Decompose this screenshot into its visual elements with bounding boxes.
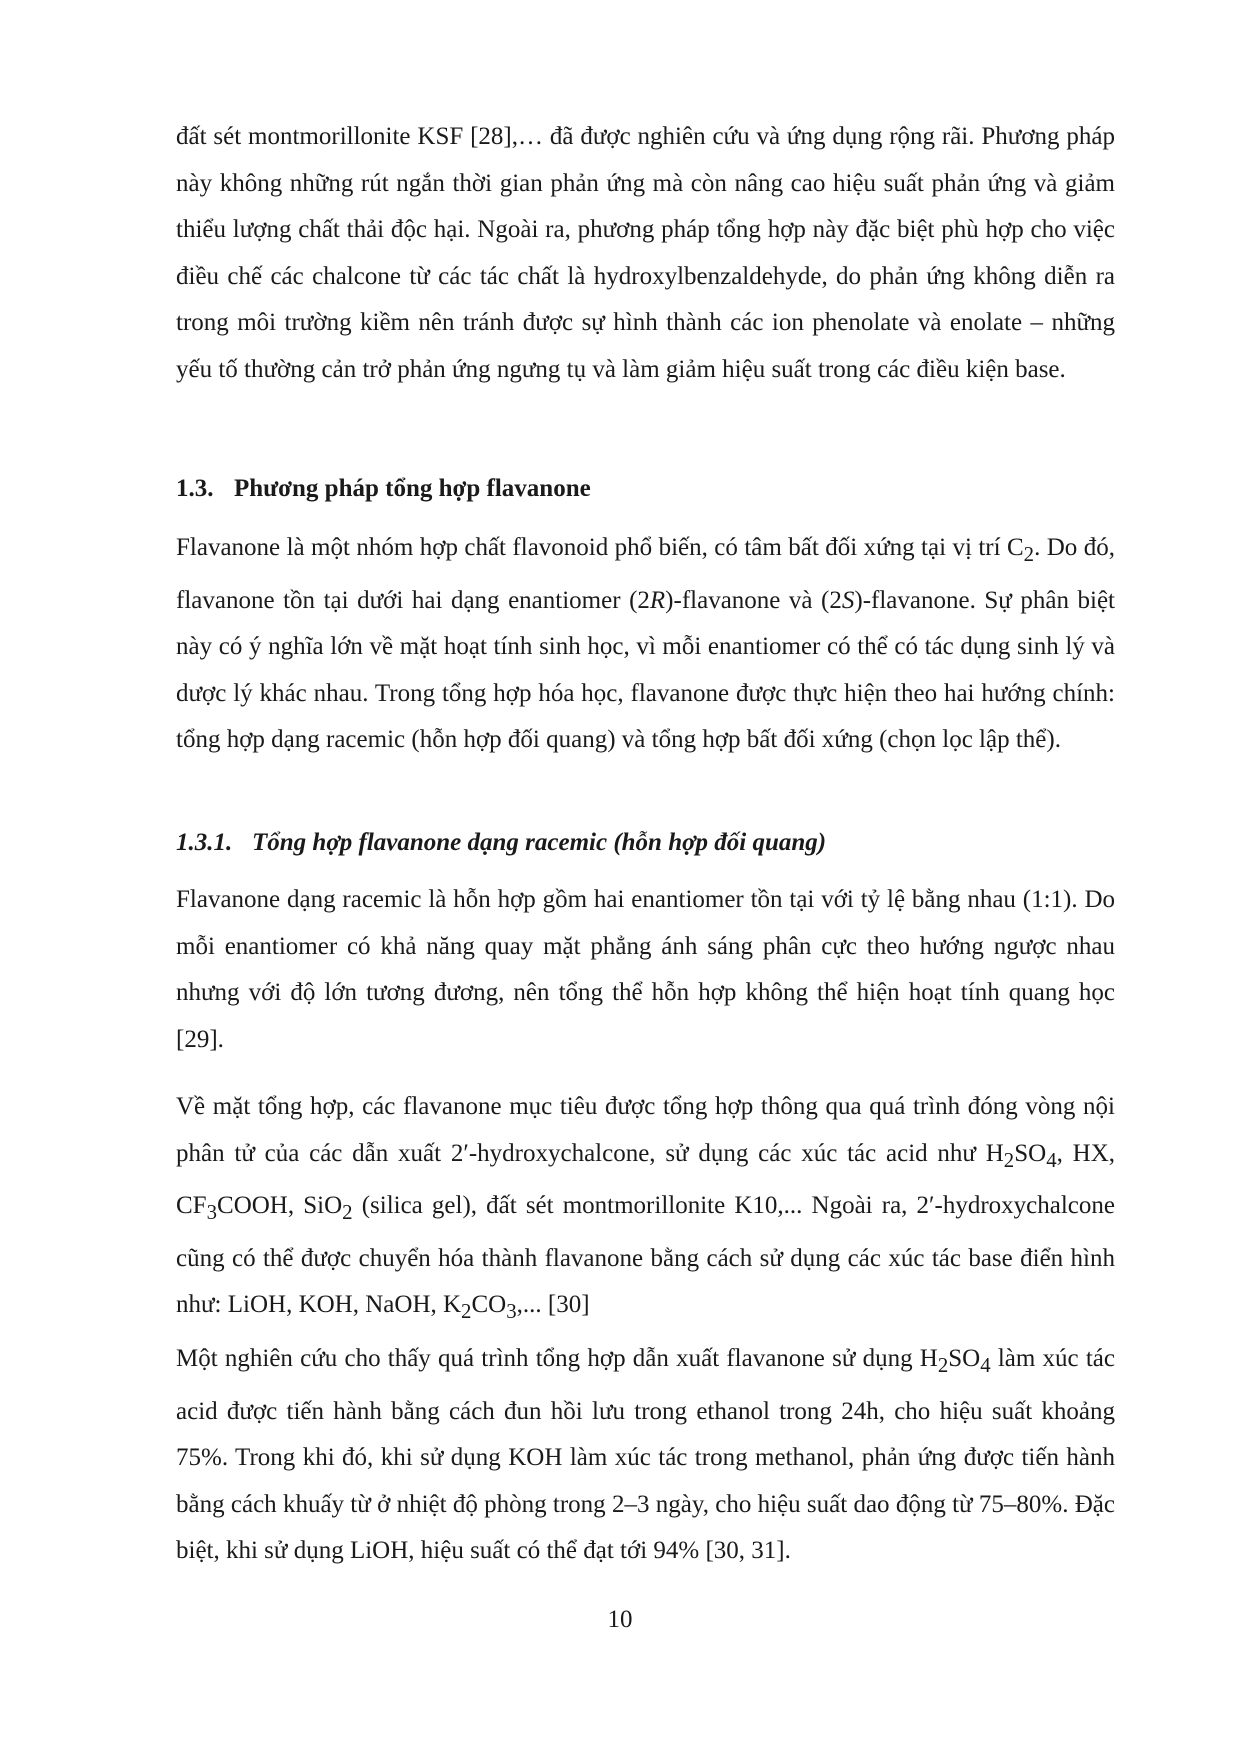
paragraph-flavanone-intro: Flavanone là một nhóm hợp chất flavonoid phổ biến, có tâm bất đối xứng tại vị trí $C_2$. Do đó, flavanone tồn tại dưới hai dạng enantiomer (2R)-flavanone và (2S)-flavanone. Sự phân biệt này có ý nghĩa lớn về mặt hoạt tính sinh học, vì mỗi enantiomer có thể có tác dụng sinh lý và dược lý khác nhau. Trong tổng hợp hóa học, flavanone được thực hiện theo hai hướng chính: tổng hợp dạng racemic (hỗn hợp đối quang) và tổng hợp bất đối xứng (chọn lọc lập thể). bbox=[176, 534, 1116, 753]
page-number: 10 bbox=[607, 1606, 633, 1633]
subscript: 2 bbox=[1023, 542, 1035, 566]
subsection-title: Tổng hợp flavanone dạng racemic (hỗn hợp đối quang) bbox=[252, 829, 827, 856]
section-heading-1-3 bbox=[176, 466, 591, 512]
stereo-descriptor: R bbox=[649, 586, 666, 614]
paragraph-study-results: Một nghiên cứu cho thấy quá trình tổng hợp dẫn xuất flavanone sử dụng $H_2SO_4$ làm xúc tác acid được tiến hành bằng cách đun hồi lưu trong ethanol trong 24h, cho hiệu suất khoảng 75%. Trong khi đó, khi sử dụng KOH làm xúc tác trong methanol, phản ứng được tiến hành bằng cách khuấy từ ở nhiệt độ phòng trong 2–3 ngày, cho hiệu suất dao động từ 75–80%. Đặc biệt, khi sử dụng LiOH, hiệu suất có thể đạt tới 94% [30, 31]. bbox=[176, 1345, 1115, 1564]
subsection-heading-1-3-1 bbox=[176, 820, 826, 866]
paragraph-racemic-text: Flavanone dạng racemic là hỗn hợp gồm hai enantiomer tồn tại với tỷ lệ bằng nhau (1:1). Do mỗi enantiomer có khả năng quay mặt phẳng ánh sáng phân cực theo hướng ngược nhau nhưng với độ lớn tương đương, nên tổng thể hỗn hợp không thể hiện hoạt tính quang học [29]. bbox=[176, 886, 1115, 1053]
paragraph-intro bbox=[176, 114, 1115, 393]
stereo-descriptor: S bbox=[841, 586, 855, 614]
section-title: Phương pháp tổng hợp flavanone bbox=[234, 475, 591, 502]
paragraph-racemic-definition bbox=[176, 877, 1115, 1063]
subsection-number: 1.3.1. bbox=[176, 829, 233, 856]
paragraph-synthesis-methods: Về mặt tổng hợp, các flavanone mục tiêu được tổng hợp thông qua quá trình đóng vòng nội phân tử của các dẫn xuất 2′-hydroxychalcone, sử dụng các xúc tác acid như $H_2SO_4$, HX, $CF_3COOH$, SiO$_2$ (silica gel), đất sét montmorillonite K10,... Ngoài ra, 2′-hydroxychalcone cũng có thể được chuyển hóa thành flavanone bằng cách sử dụng các xúc tác base điển hình như: LiOH, KOH, NaOH, $K_2CO_3$,... [30] bbox=[176, 1093, 1115, 1323]
section-number: 1.3. bbox=[176, 475, 214, 502]
paragraph-intro-text: đất sét montmorillonite KSF [28],… đã được nghiên cứu và ứng dụng rộng rãi. Phương pháp này không những rút ngắn thời gian phản ứng mà còn nâng cao hiệu suất phản ứng và giảm thiểu lượng chất thải độc hại. Ngoài ra, phương pháp tổng hợp này đặc biệt phù hợp cho việc điều chế các chalcone từ các tác chất là hydroxylbenzaldehyde, do phản ứng không diễn ra trong môi trường kiềm nên tránh được sự hình thành các ion phenolate và enolate – những yếu tố thường cản trở phản ứng ngưng tụ và làm giảm hiệu suất trong các điều kiện base. bbox=[176, 123, 1115, 383]
